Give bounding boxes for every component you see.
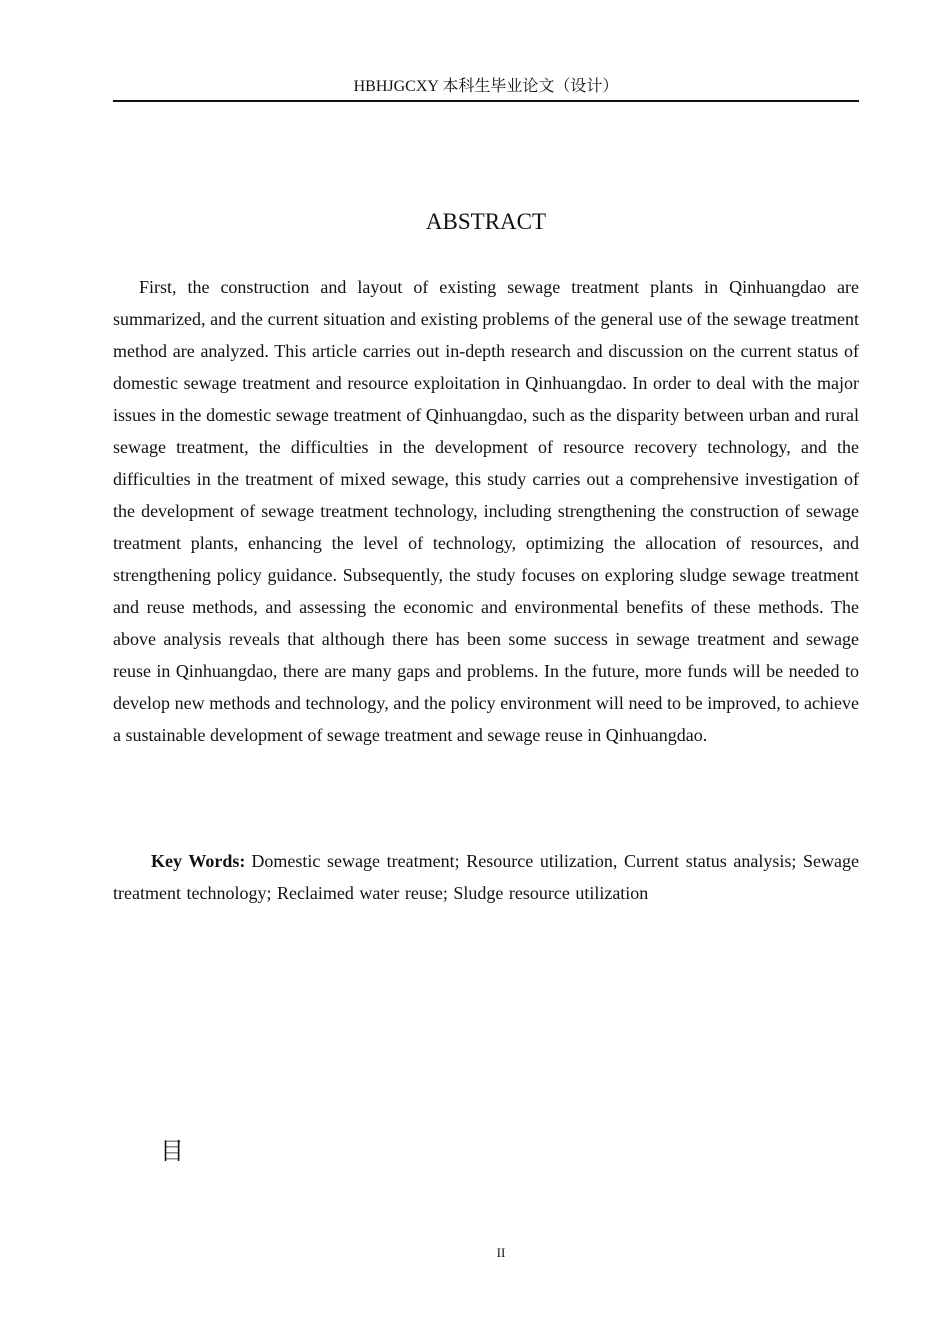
abstract-heading: ABSTRACT xyxy=(425,209,547,234)
keywords-paragraph xyxy=(113,845,859,909)
header-divider xyxy=(113,100,859,102)
running-header: HBHJGCXY 本科生毕业论文（设计） xyxy=(353,78,619,95)
page-number: II xyxy=(496,1245,506,1260)
abstract-paragraph: First, the construction and layout of existing sewage treatment plants in Qinhuangdao are summarized, and the current situation and existing problems of the general use of the sewage treatment method are analyzed. This article carries out in-depth research and discussion on the current status of domestic sewage treatment and resource exploitation in Qinhuangdao. In order to deal with the major issues in the domestic sewage treatment of Qinhuangdao, such as the disparity between urban and rural sewage treatment, the difficulties in the development of resource recovery technology, and the difficulties in the treatment of mixed sewage, this study carries out a comprehensive investigation of the development of sewage treatment technology, including strengthening the construction of sewage treatment plants, enhancing the level of technology, optimizing the allocation of resources, and strengthening policy guidance. Subsequently, the study focuses on exploring sludge sewage treatment and reuse methods, and assessing the economic and environmental benefits of these methods. The above analysis reveals that although there has been some success in sewage treatment and sewage reuse in Qinhuangdao, there are many gaps and problems. In the future, more funds will be needed to develop new methods and technology, and the policy environment will need to be improved, to achieve a sustainable development of sewage treatment and sewage reuse in Qinhuangdao. xyxy=(113,277,859,745)
table-of-contents-heading-fragment: 目 xyxy=(160,1137,184,1165)
keywords-text: Domestic sewage treatment; Resource utilization, Current status analysis; Sewage treatment technology; Reclaimed water reuse; Sludge resource utilization xyxy=(113,851,859,903)
keywords-label: Key Words: xyxy=(151,851,246,871)
